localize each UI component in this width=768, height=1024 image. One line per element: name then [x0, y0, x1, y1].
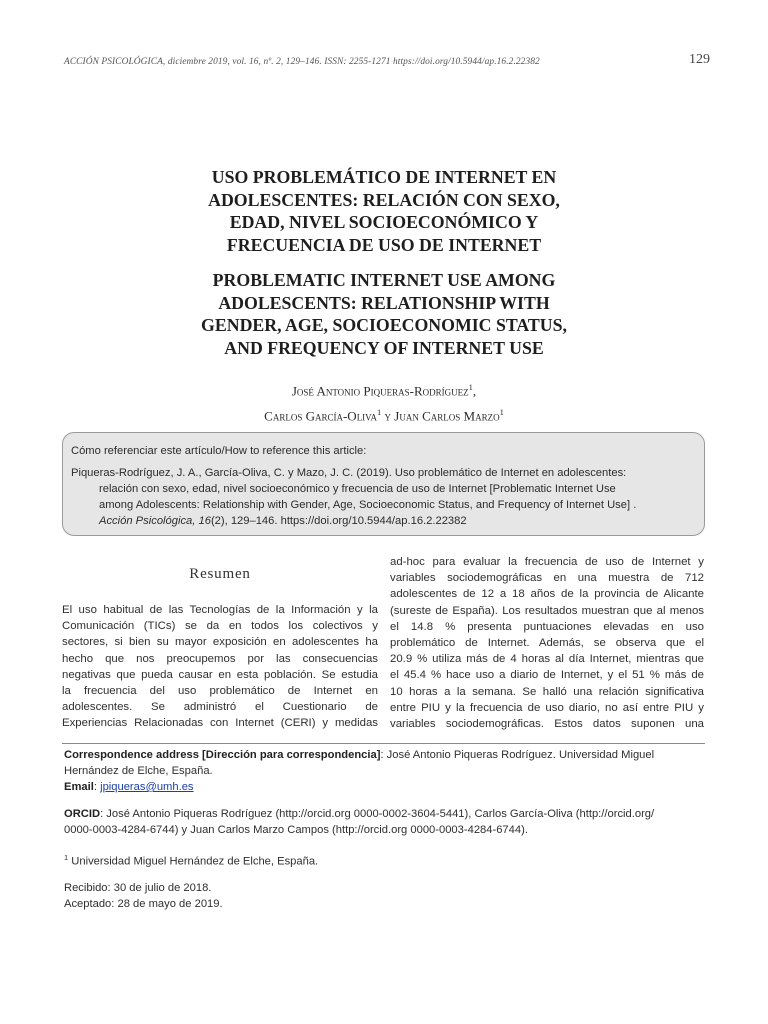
affiliation-mark: 1 — [468, 382, 473, 392]
orcid-text-cont: 0000-0003-4284-6744) y Juan Carlos Marzo Campos (http://orcid.org 0000-0003-4284-6744). — [64, 824, 528, 836]
correspondence-text: : José Antonio Piqueras Rodríguez. Universidad Miguel — [380, 749, 655, 761]
title-es-line: FRECUENCIA DE USO DE INTERNET — [226, 234, 542, 255]
separator: , — [472, 383, 477, 399]
citation-line: among Adolescents: Relationship with Gender, Age, Socioeconomic Status, and Frequency of Internet Use] . — [99, 499, 637, 511]
title-en-line: PROBLEMATIC INTERNET USE AMONG — [212, 270, 556, 290]
abstract-line: negativas que pueda causar en esta población. Se estudia — [62, 668, 378, 681]
orcid-text: : José Antonio Piqueras Rodríguez (http://orcid.org 0000-0002-3604-5441), Carlos García-Oliva (http://orcid.org/ — [100, 808, 655, 820]
abstract-line: hecho que nos preocupemos por las consecuencias — [62, 652, 378, 665]
title-en-line: ADOLESCENTS: RELATIONSHIP WITH — [218, 292, 550, 313]
abstract-heading: Resumen — [189, 566, 251, 582]
abstract-line: el 14.8 % presenta puntuaciones elevadas en uso — [390, 620, 704, 633]
correspondence-block — [64, 747, 704, 795]
citation-line: Piqueras-Rodríguez, J. A., García-Oliva, C. y Mazo, J. C. (2019). Uso problemático de Internet en adolescentes: — [71, 467, 627, 479]
author-name: Carlos García-Oliva — [264, 408, 378, 424]
abstract-line: sectores, si bien su mayor exposición en adolescentes ha — [62, 636, 378, 649]
orcid-block — [64, 806, 704, 838]
journal-name: Acción Psicológica, 16 — [99, 515, 211, 527]
citation-box — [62, 432, 705, 536]
abstract-line: ad-hoc para evaluar la frecuencia de uso de Internet y — [390, 556, 704, 568]
abstract-right-column — [390, 554, 704, 732]
conjunction: y — [381, 408, 395, 424]
title-es-line: EDAD, NIVEL SOCIOECONÓMICO Y — [229, 212, 539, 232]
abstract-line: Experiencias Relacionadas con Internet (CERI) y medidas — [62, 717, 378, 730]
abstract-line: variables sociodemográficas. Estos datos suponen una — [390, 717, 704, 730]
correspondence-text-cont: Hernández de Elche, España. — [64, 765, 213, 777]
affiliation-mark: 1 — [499, 406, 504, 417]
citation-doi: (2), 129–146. https://doi.org/10.5944/ap.16.2.22382 — [210, 515, 467, 527]
title-english — [120, 269, 648, 359]
abstract-line: entre PIU y la frecuencia de uso diario, no así entre PIU y — [390, 701, 704, 714]
citation-line-journal — [71, 513, 697, 529]
title-es-line: ADOLESCENTES: RELACIÓN CON SEXO, — [208, 189, 560, 210]
email-link[interactable]: jpiqueras@umh.es — [100, 781, 194, 793]
abstract-line: la frecuencia del uso problemático de Internet en — [62, 684, 378, 697]
author-name: Juan Carlos Marzo — [394, 408, 500, 424]
title-en-line: GENDER, AGE, SOCIOECONOMIC STATUS, — [201, 315, 567, 335]
title-block — [120, 166, 648, 359]
dates-block — [64, 880, 704, 912]
footnote-divider — [62, 743, 705, 744]
affiliation-mark: 1 — [377, 406, 382, 417]
page-number: 129 — [689, 52, 710, 67]
affiliation-text: Universidad Miguel Hernández de Elche, España. — [68, 855, 319, 868]
citation-text — [71, 465, 697, 529]
title-spanish — [120, 166, 648, 256]
abstract-left-column — [62, 602, 378, 732]
author-list — [120, 377, 648, 427]
affiliation-mark: 1 — [64, 853, 69, 862]
journal-header: ACCIÓN PSICOLÓGICA, diciembre 2019, vol. 16, nº. 2, 129–146. ISSN: 2255-1271 https://doi.org/10.5944/ap.16.2.22382 — [64, 57, 540, 67]
abstract-line: problemático de Internet. Además, se observa que el — [390, 636, 704, 649]
affiliation-note — [64, 850, 704, 870]
email-label: Email — [64, 781, 94, 793]
abstract-line: el 45.4 % hace uso a diario de Internet, y el 51 % más de — [390, 669, 704, 682]
abstract-line: adolescentes de 12 a 18 años de la provincia de Alicante — [390, 588, 704, 601]
abstract-line: variables sociodemográficas en una muestra de 712 — [390, 572, 704, 585]
orcid-label: ORCID — [64, 808, 101, 820]
title-es-line: USO PROBLEMÁTICO DE INTERNET EN — [211, 167, 557, 187]
email-separator: : — [93, 781, 101, 793]
accepted-date: Aceptado: 28 de mayo de 2019. — [64, 898, 223, 910]
abstract-line: adolescentes. Se administró el Cuestionario de — [62, 701, 378, 714]
title-en-line: AND FREQUENCY OF INTERNET USE — [224, 337, 544, 358]
abstract-line: Comunicación (TICs) se da en todos los colectivos y — [62, 620, 378, 633]
abstract-line: 20.9 % utiliza más de 4 horas al día Internet, mientras que — [390, 653, 704, 666]
author-name: José Antonio Piqueras-Rodríguez — [291, 383, 469, 399]
citation-line: relación con sexo, edad, nivel socioeconómico y frecuencia de uso de Internet [Problematic Internet Use — [99, 483, 616, 495]
citation-label: Cómo referenciar este artículo/How to reference this article: — [71, 445, 367, 457]
abstract-line: 10 horas a la semana. Se halló una relación significativa — [390, 685, 704, 698]
received-date: Recibido: 30 de julio de 2018. — [64, 882, 212, 894]
abstract-line: (sureste de España). Los resultados muestran que al menos — [390, 604, 704, 617]
correspondence-label: Correspondence address [Dirección para correspondencia] — [64, 749, 381, 761]
abstract-line: El uso habitual de las Tecnologías de la Información y la — [62, 604, 378, 616]
